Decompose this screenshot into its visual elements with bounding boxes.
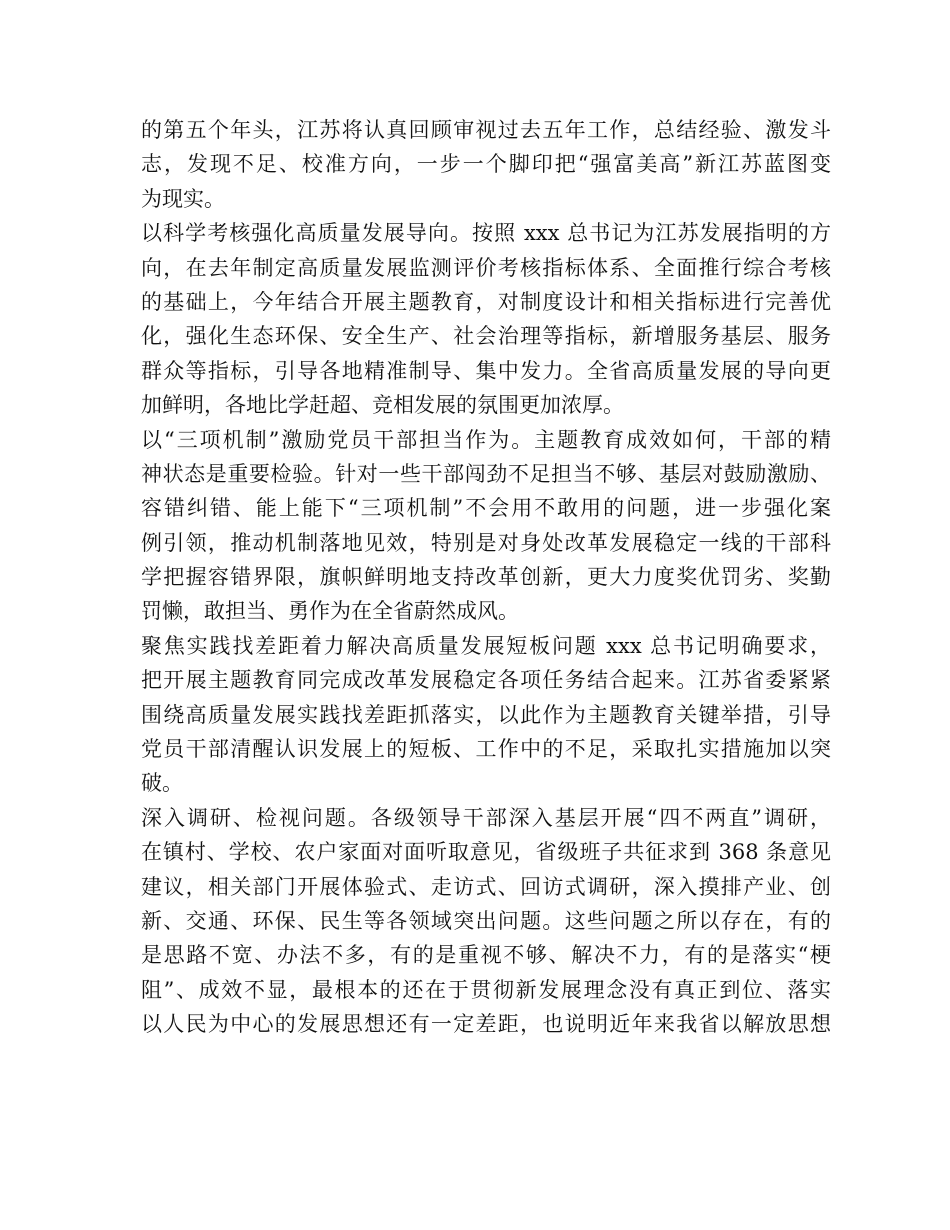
text-line: 学把握容错界限，旗帜鲜明地支持改革创新，更大力度奖优罚劣、奖勤: [141, 565, 831, 590]
text-line: 以人民为中心的发展思想还有一定差距，也说明近年来我省以解放思想: [141, 1012, 831, 1037]
text-line: 建议，相关部门开展体验式、走访式、回访式调研，深入摸排产业、创: [141, 874, 831, 899]
text-line: 围绕高质量发展实践找差距抓落实，以此作为主题教育关键举措，引导: [141, 702, 831, 727]
text-line: 化，强化生态环保、安全生产、社会治理等指标，新增服务基层、服务: [141, 324, 831, 349]
text-line: 把开展主题教育同完成改革发展稳定各项任务结合起来。江苏省委紧紧: [141, 668, 831, 693]
text-line: 群众等指标，引导各地精准制导、集中发力。全省高质量发展的导向更: [141, 358, 831, 383]
text-line: 的基础上，今年结合开展主题教育，对制度设计和相关指标进行完善优: [141, 289, 831, 314]
document-page: [141, 113, 831, 1042]
text-line: 为现实。: [141, 186, 225, 211]
text-line: 聚焦实践找差距着力解决高质量发展短板问题 xxx 总书记明确要求，: [141, 633, 831, 658]
text-line: 深入调研、检视问题。各级领导干部深入基层开展“四不两直”调研，: [141, 805, 831, 830]
text-line: 容错纠错、能上能下“三项机制”不会用不敢用的问题，进一步强化案: [141, 496, 831, 521]
text-line: 是思路不宽、办法不多，有的是重视不够、解决不力，有的是落实“梗: [141, 943, 831, 968]
text-line: 以“三项机制”激励党员干部担当作为。主题教育成效如何，干部的精: [141, 427, 831, 452]
text-line: 以科学考核强化高质量发展导向。按照 xxx 总书记为江苏发展指明的方: [141, 221, 831, 246]
text-line: 在镇村、学校、农户家面对面听取意见，省级班子共征求到 368 条意见: [141, 840, 831, 865]
text-line: 加鲜明，各地比学赶超、竞相发展的氛围更加浓厚。: [141, 393, 624, 418]
text-line: 新、交通、环保、民生等各领域突出问题。这些问题之所以存在，有的: [141, 908, 831, 933]
text-line: 的第五个年头，江苏将认真回顾审视过去五年工作，总结经验、激发斗: [141, 118, 831, 142]
text-line: 阻”、成效不显，最根本的还在于贯彻新发展理念没有真正到位、落实: [141, 977, 831, 1002]
text-line: 神状态是重要检验。针对一些干部闯劲不足担当不够、基层对鼓励激励、: [141, 461, 831, 486]
text-line: 破。: [141, 771, 183, 796]
text-line: 志，发现不足、校准方向，一步一个脚印把“强富美高”新江苏蓝图变: [141, 152, 831, 177]
text-line: 党员干部清醒认识发展上的短板、工作中的不足，采取扎实措施加以突: [141, 737, 831, 762]
text-line: 向，在去年制定高质量发展监测评价考核指标体系、全面推行综合考核: [141, 255, 831, 280]
text-line: 例引领，推动机制落地见效，特别是对身处改革发展稳定一线的干部科: [141, 530, 831, 555]
text-line: 罚懒，敢担当、勇作为在全省蔚然成风。: [141, 599, 519, 624]
